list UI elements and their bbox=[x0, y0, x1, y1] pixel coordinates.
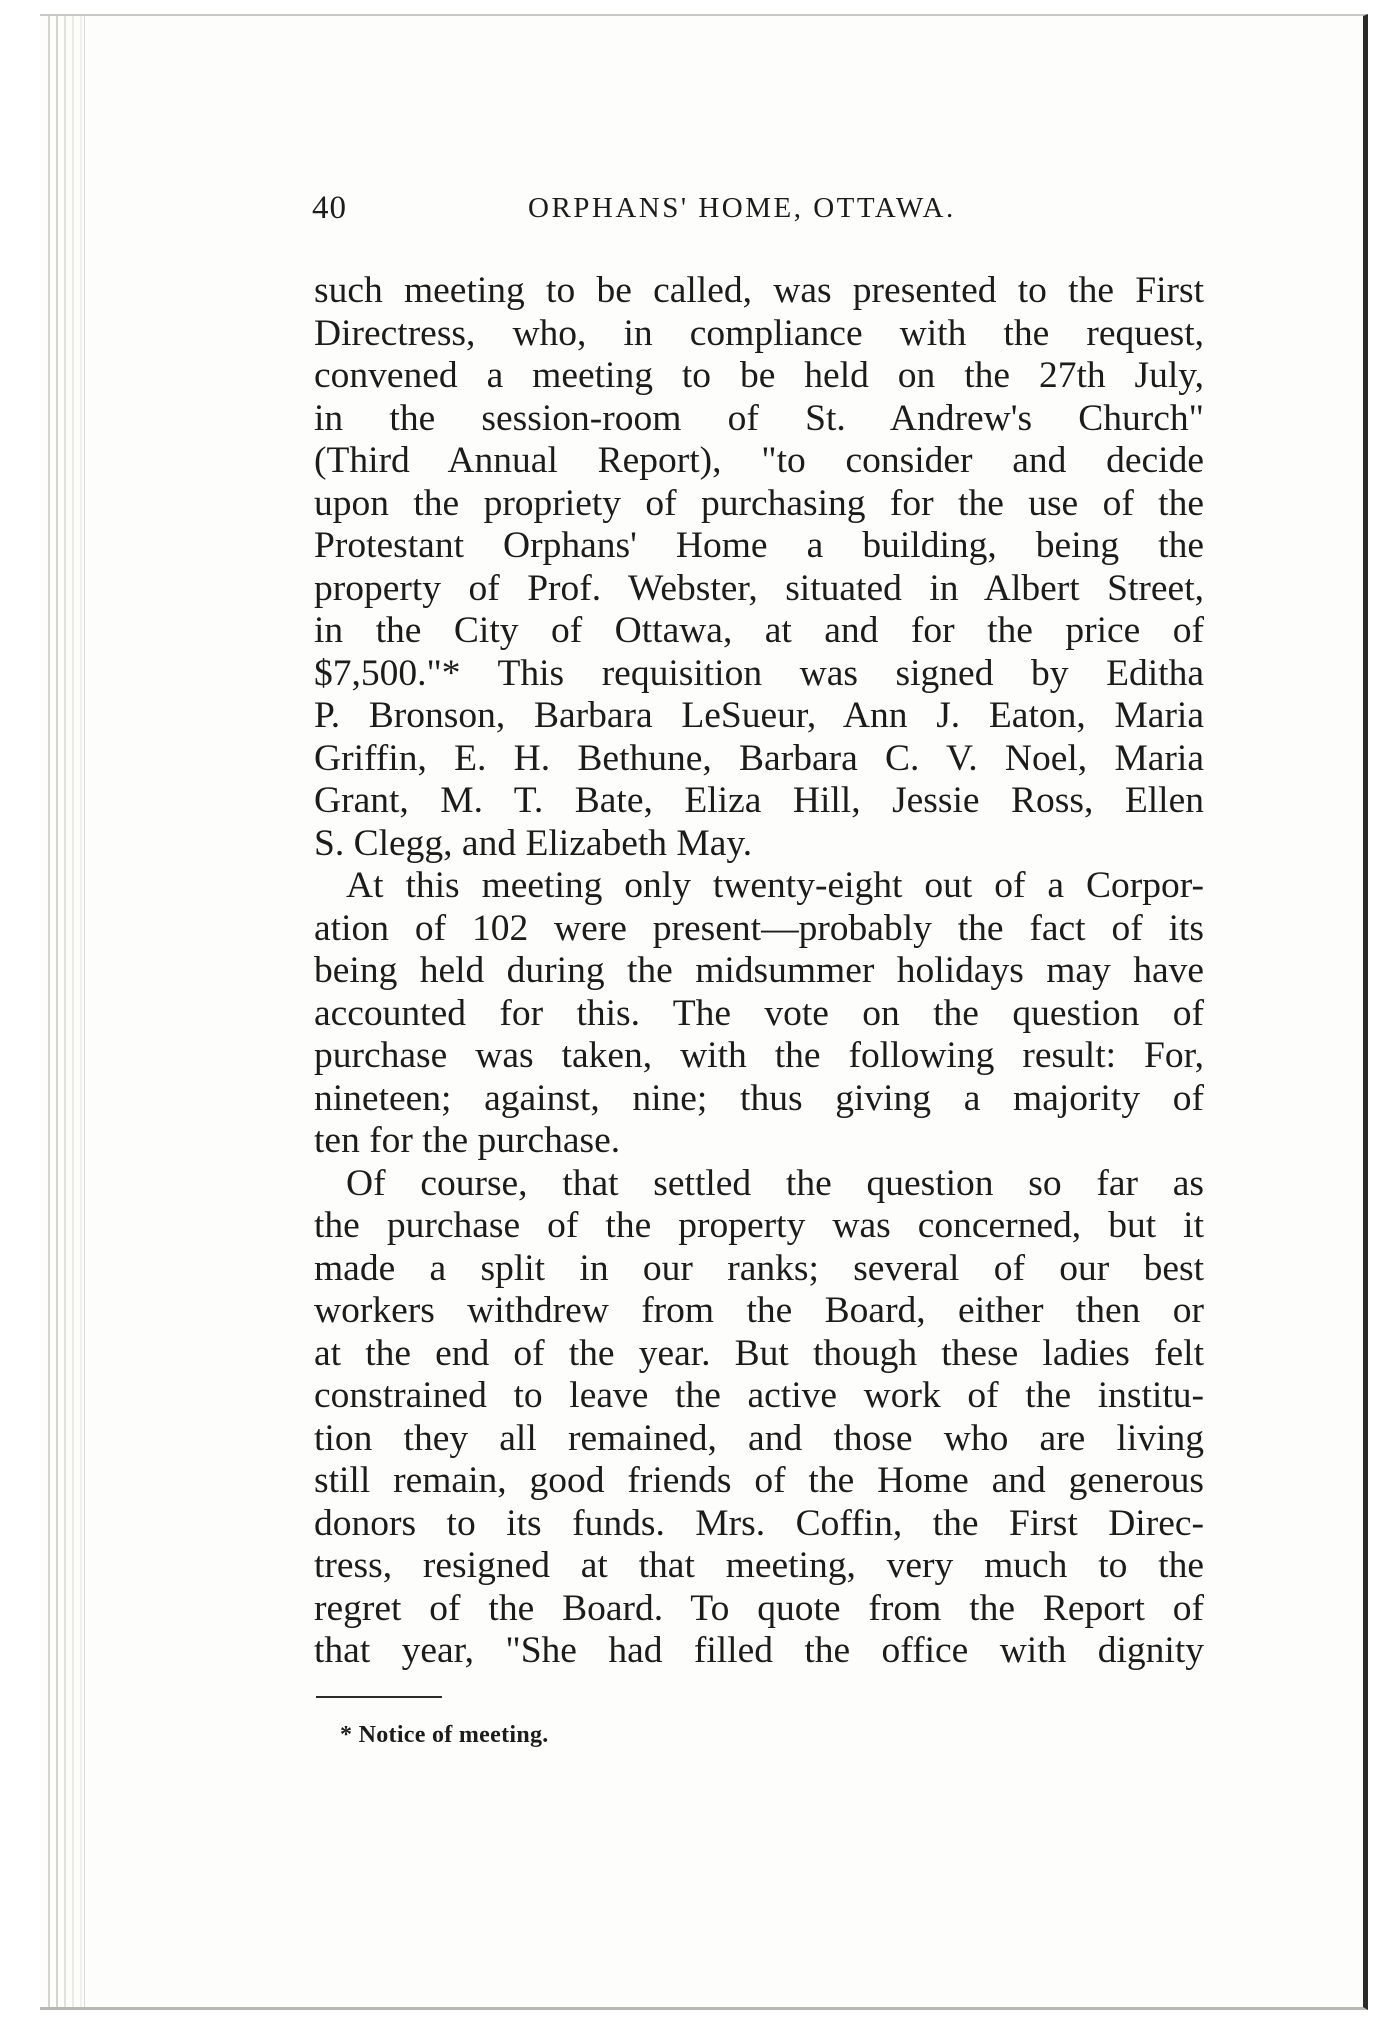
running-title: ORPHANS' HOME, OTTAWA. bbox=[528, 192, 956, 224]
page-binding-line bbox=[84, 16, 85, 2007]
text-line: tion they all remained, and those who are living bbox=[314, 1417, 1204, 1459]
text-line: still remain, good friends of the Home and generous bbox=[314, 1460, 1204, 1501]
text-line: the purchase of the property was concerned, but it bbox=[314, 1205, 1204, 1246]
text-line: ation of 102 were present—probably the fact of its bbox=[314, 907, 1204, 949]
text-line: tress, resigned at that meeting, very much to the bbox=[314, 1545, 1204, 1586]
text-line: upon the propriety of purchasing for the use of the bbox=[314, 482, 1204, 524]
body-text bbox=[314, 270, 1204, 1673]
text-line: convened a meeting to be held on the 27th July, bbox=[314, 355, 1204, 396]
text-line: that year, "She had filled the office with dignity bbox=[314, 1630, 1204, 1671]
text-line: being held during the midsummer holidays may have bbox=[314, 950, 1204, 991]
text-line: Of course, that settled the question so far as bbox=[346, 1162, 1204, 1204]
text-line: in the session-room of St. Andrew's Church" bbox=[314, 397, 1204, 439]
text-line: (Third Annual Report), "to consider and decide bbox=[314, 440, 1204, 481]
page-edge-line bbox=[80, 16, 82, 2007]
text-line: Protestant Orphans' Home a building, being the bbox=[314, 525, 1204, 566]
text-line: workers withdrew from the Board, either then or bbox=[314, 1290, 1204, 1331]
text-line: Grant, M. T. Bate, Eliza Hill, Jessie Ross, Ellen bbox=[314, 780, 1204, 821]
text-line: S. Clegg, and Elizabeth May. bbox=[314, 822, 753, 864]
running-header bbox=[312, 190, 1002, 240]
text-line: donors to its funds. Mrs. Coffin, the First Direc- bbox=[314, 1502, 1204, 1544]
text-line: nineteen; against, nine; thus giving a majority of bbox=[314, 1077, 1204, 1119]
page-edge-line bbox=[56, 16, 58, 2007]
text-line: at the end of the year. But though these ladies felt bbox=[314, 1332, 1204, 1374]
text-line: Griffin, E. H. Bethune, Barbara C. V. Noel, Maria bbox=[314, 737, 1204, 779]
footnote: * Notice of meeting. bbox=[340, 1722, 549, 1748]
text-line: At this meeting only twenty-eight out of a Corpor- bbox=[346, 865, 1204, 906]
page-edge-line bbox=[72, 16, 74, 2007]
text-line: constrained to leave the active work of the institu- bbox=[314, 1375, 1204, 1416]
page-edge-line bbox=[48, 16, 50, 2007]
text-line: accounted for this. The vote on the question of bbox=[314, 992, 1204, 1034]
text-line: regret of the Board. To quote from the Report of bbox=[314, 1587, 1204, 1629]
text-line: $7,500."* This requisition was signed by Editha bbox=[314, 652, 1204, 694]
footnote-rule bbox=[316, 1696, 442, 1698]
text-line: property of Prof. Webster, situated in Albert Street, bbox=[314, 567, 1204, 609]
text-line: purchase was taken, with the following result: For, bbox=[314, 1035, 1204, 1076]
page-edge-line bbox=[64, 16, 66, 2007]
text-line: made a split in our ranks; several of our best bbox=[314, 1247, 1204, 1289]
text-line: ten for the purchase. bbox=[314, 1120, 621, 1161]
text-line: P. Bronson, Barbara LeSueur, Ann J. Eaton, Maria bbox=[314, 695, 1204, 736]
text-line: Directress, who, in compliance with the request, bbox=[314, 312, 1204, 354]
text-line: such meeting to be called, was presented to the First bbox=[314, 270, 1204, 311]
page-number: 40 bbox=[312, 190, 347, 226]
text-line: in the City of Ottawa, at and for the price of bbox=[314, 610, 1204, 651]
